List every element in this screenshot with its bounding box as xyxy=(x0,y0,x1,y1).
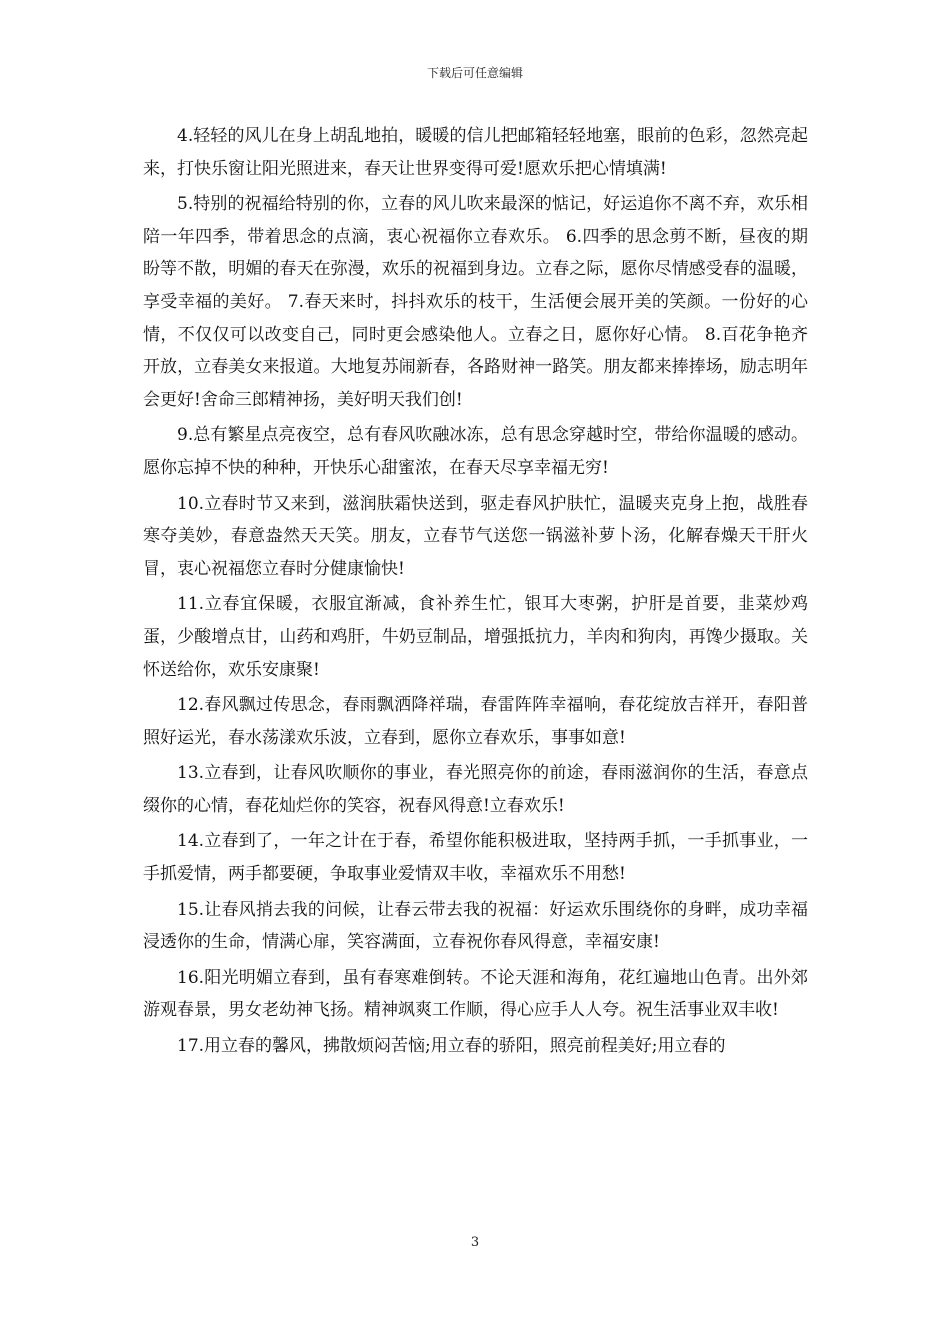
paragraph: 13.立春到，让春风吹顺你的事业，春光照亮你的前途，春雨滋润你的生活，春意点缀你的心情，春花灿烂你的笑容，祝春风得意!立春欢乐! xyxy=(143,763,808,816)
paragraph: 16.阳光明媚立春到，虽有春寒难倒转。不论天涯和海角，花红遍地山色青。出外郊游观春景，男女老幼神飞扬。精神飒爽工作顺，得心应手人人夸。祝生活事业双丰收! xyxy=(143,967,808,1021)
page-number: 3 xyxy=(470,1235,480,1250)
paragraph: 4.轻轻的风儿在身上胡乱地拍，暖暖的信儿把邮箱轻轻地塞，眼前的色彩，忽然亮起来，打快乐窗让阳光照进来，春天让世界变得可爱!愿欢乐把心情填满! xyxy=(143,126,808,179)
paragraph: 12.春风飘过传思念，春雨飘洒降祥瑞，春雷阵阵幸福响，春花绽放吉祥开，春阳普照好运光，春水荡漾欢乐波，立春到，愿你立春欢乐，事事如意! xyxy=(143,695,808,748)
paragraph: 5.特别的祝福给特别的你，立春的风儿吹来最深的惦记，好运追你不离不弃，欢乐相陪一年四季，带着思念的点滴，衷心祝福你立春欢乐。 6.四季的思念剪不断，昼夜的期盼等不散，明媚的春天在弥漫，欢乐的祝福到身边。立春之际，愿你尽情感受春的温暖，享受幸福的美好。 7.春天来时，抖抖欢乐的枝干，生活便会展开美的笑颜。一份好的心情，不仅仅可以改变自己，同时更会感染他人。立春之日，愿你好心情。 8.百花争艳齐开放，立春美女来报道。大地复苏闹新春，各路财神一路笑。朋友都来捧捧场，励志明年会更好!舍命三郎精神扬，美好明天我们创! xyxy=(143,194,808,410)
paragraph: 9.总有繁星点亮夜空，总有春风吹融冰冻，总有思念穿越时空，带给你温暖的感动。愿你忘掉不快的种种，开快乐心甜蜜浓，在春天尽享幸福无穷! xyxy=(143,425,808,478)
paragraph: 17.用立春的馨风，拂散烦闷苦恼;用立春的骄阳，照亮前程美好;用立春的 xyxy=(177,1036,726,1057)
document-body xyxy=(143,120,808,1066)
paragraph: 10.立春时节又来到，滋润肤霜快送到，驱走春风护肤忙，温暖夹克身上抱，战胜春寒夺美妙，春意盎然天天笑。朋友，立春节气送您一锅滋补萝卜汤，化解春燥天干肝火冒，衷心祝福您立春时分健康愉快! xyxy=(143,493,808,579)
page-header: 下载后可任意编辑 xyxy=(426,66,523,80)
paragraph: 11.立春宜保暖，衣服宜渐减，食补养生忙，银耳大枣粥，护肝是首要，韭菜炒鸡蛋，少酸增点甘，山药和鸡肝，牛奶豆制品，增强抵抗力，羊肉和狗肉，再馋少摄取。关怀送给你，欢乐安康聚! xyxy=(143,594,808,680)
paragraph: 15.让春风捎去我的问候，让春云带去我的祝福：好运欢乐围绕你的身畔，成功幸福浸透你的生命，情满心扉，笑容满面，立春祝你春风得意，幸福安康! xyxy=(143,899,808,953)
paragraph: 14.立春到了，一年之计在于春，希望你能积极进取，坚持两手抓，一手抓事业，一手抓爱情，两手都要硬，争取事业爱情双丰收，幸福欢乐不用愁! xyxy=(143,831,808,885)
